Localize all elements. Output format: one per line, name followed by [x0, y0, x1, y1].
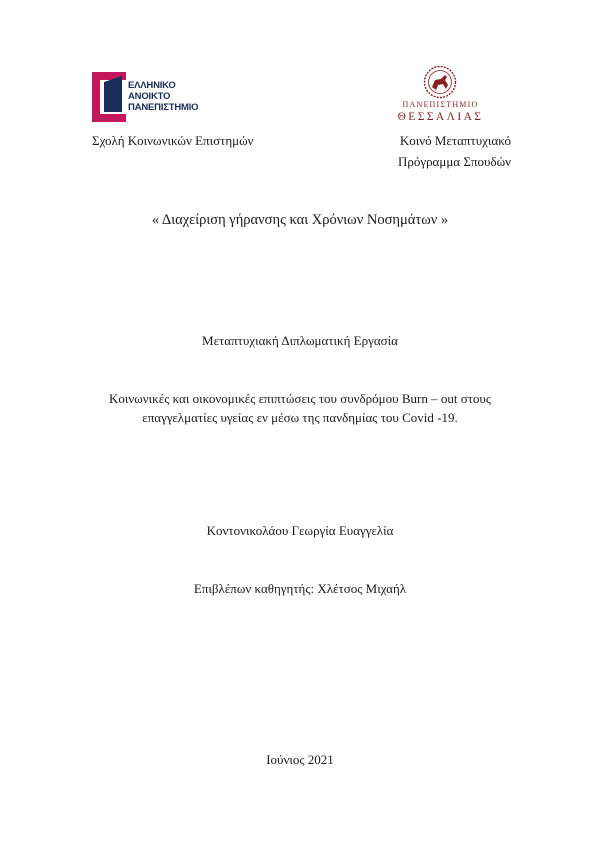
- uth-logo-line1: ΠΑΝΕΠΙΣΤΗΜΙΟ: [402, 100, 479, 109]
- eap-logo-line3: ΠΑΝΕΠΙΣΤΗΜΙΟ: [128, 102, 199, 113]
- date: Ιούνιος 2021: [266, 752, 334, 767]
- program-title: « Διαχείριση γήρανσης και Χρόνιων Νοσημάτων »: [151, 212, 449, 228]
- school-caption: Σχολή Κοινωνικών Επιστημών: [92, 133, 254, 148]
- thesis-title-line2: επαγγελματίες υγείας εν μέσω της πανδημίας του Covid -19.: [142, 410, 458, 425]
- uth-logo: [383, 65, 498, 135]
- centaur-seal-icon: [421, 65, 459, 99]
- thesis-type: Μεταπτυχιακή Διπλωματική Εργασία: [202, 333, 398, 348]
- eap-logo-icon: [92, 72, 126, 122]
- uth-logo-line2: ΘΕΣΣΑΛΙΑΣ: [397, 111, 484, 123]
- program-caption-line1: Κοινό Μεταπτυχιακό: [399, 133, 511, 148]
- author: Κοντονικολάου Γεωργία Ευαγγελία: [206, 523, 394, 538]
- program-caption-line2: Πρόγραμμα Σπουδών: [397, 154, 511, 169]
- thesis-title-line1: Κοινωνικές και οικονομικές επιπτώσεις του συνδρόμου Burn – out στους: [108, 391, 492, 406]
- eap-logo-line2: ΑΝΟΙΚΤΟ: [128, 91, 171, 102]
- eap-logo: [92, 72, 242, 122]
- eap-logo-line1: ΕΛΛΗΝΙΚΟ: [128, 80, 176, 91]
- supervisor: Επιβλέπων καθηγητής: Χλέτσος Μιχαήλ: [193, 581, 407, 596]
